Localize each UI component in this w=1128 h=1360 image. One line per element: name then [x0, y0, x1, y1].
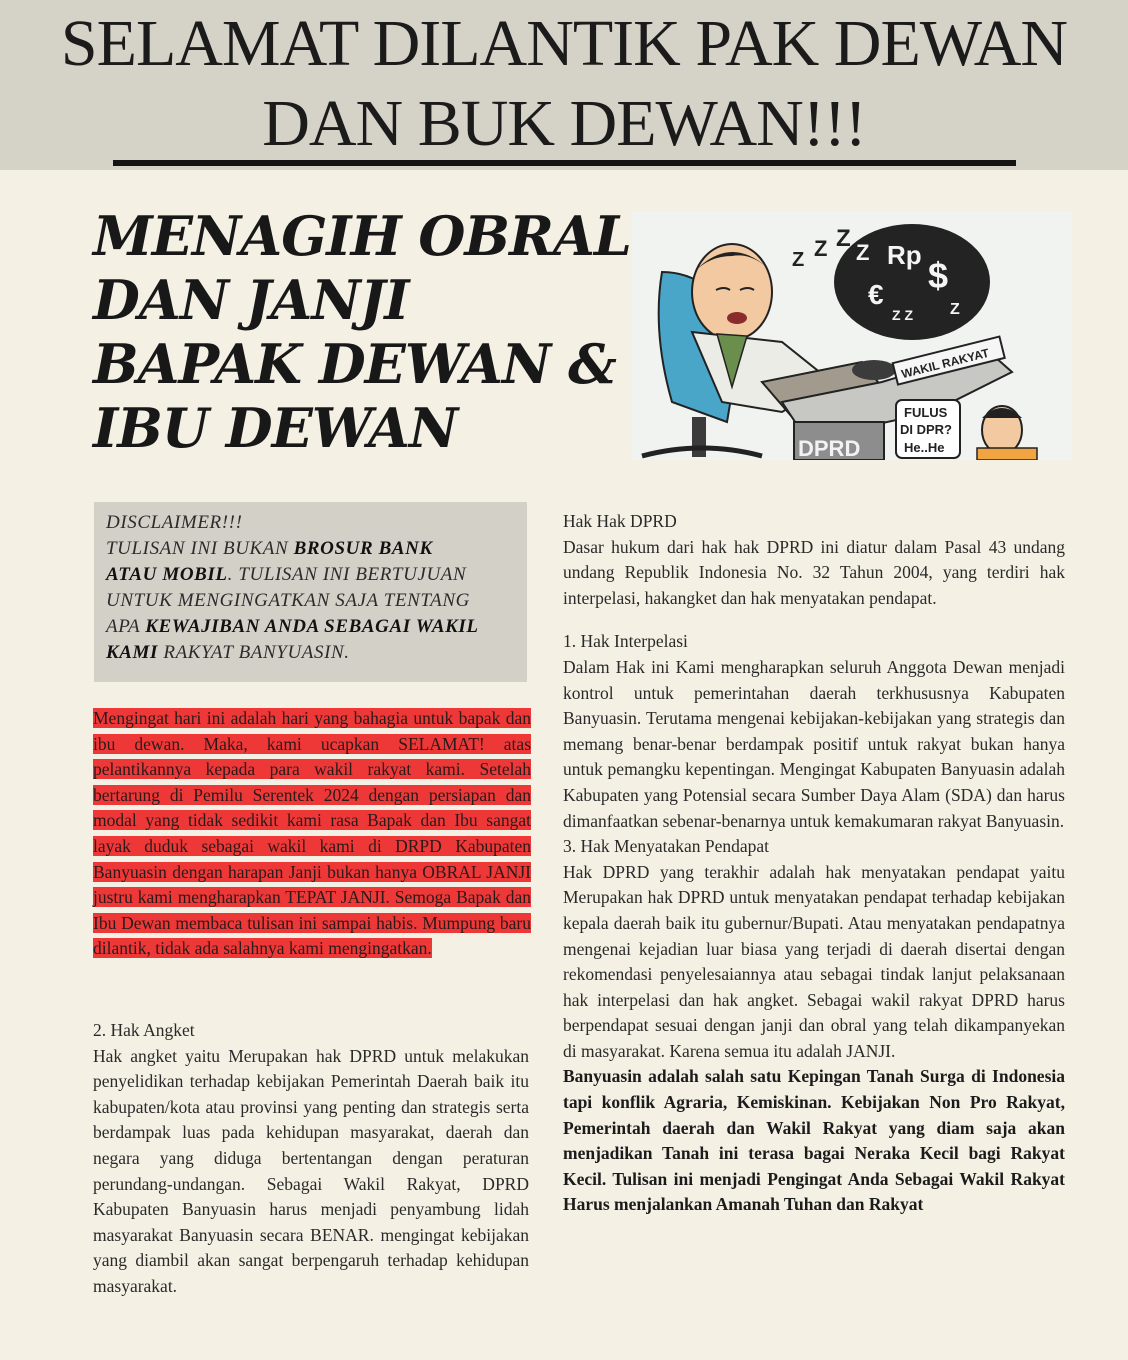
paragraph-spacer — [563, 611, 1065, 629]
svg-text:Z: Z — [950, 301, 960, 318]
disclaimer-line-4: UNTUK MENGINGATKAN SAJA TENTANG — [106, 590, 470, 611]
disclaimer-line-3 — [106, 562, 517, 588]
disclaimer-emphasis: KEWAJIBAN ANDA SEBAGAI WAKIL — [145, 616, 479, 637]
disclaimer-line-6 — [106, 640, 517, 666]
hak-dprd-heading: Hak Hak DPRD — [563, 511, 677, 531]
headline-line-1: MENAGIH OBRAL — [93, 204, 631, 268]
sleeping-dewan-cartoon — [632, 212, 1072, 460]
article-headline — [93, 204, 633, 460]
svg-text:Z Z: Z Z — [892, 307, 913, 323]
left-column — [93, 1018, 529, 1300]
banner-underline — [113, 160, 1016, 166]
hak-angket-heading: 2. Hak Angket — [93, 1020, 195, 1040]
banner-title-line-2: DAN BUK DEWAN!!! — [262, 87, 866, 160]
disclaimer-title: DISCLAIMER!!! — [106, 512, 243, 533]
headline-line-2: DAN JANJI — [93, 268, 409, 332]
headline-line-4: IBU DEWAN — [93, 396, 458, 460]
disclaimer-text: . TULISAN INI BERTUJUAN — [227, 564, 467, 585]
svg-text:Z: Z — [856, 240, 870, 265]
bubble-rp-text: Rp — [887, 240, 922, 270]
hak-menyatakan-pendapat-paragraph: Hak DPRD yang terakhir adalah hak menyatakan pendapat yaitu Merupakan hak DPRD untuk menyatakan pendapat terhadap kebijakan kepala daerah baik itu gubernur/Bupati. Atau menyatakan pendapatnya mengenai kejadian luar biasa yang terjadi di daerah disertai dengan rekomendasi penyelesaiannya atau sebagai tindak lanjut pelaksanaan hak interpelasi dan hak angket. Sebagai wakil rakyat DPRD harus berpendapat sesuai dengan janji dan obral yang telah dikampanyekan di masyarakat. Karena semua itu adalah JANJI. — [563, 861, 1065, 1061]
hak-interpelasi-paragraph: Dalam Hak ini Kami mengharapkan seluruh Anggota Dewan menjadi kontrol untuk pemerintahan daerah terkhususnya Kabupaten Banyuasin. Terutama mengenai kebijakan-kebijakan yang strategis dan memang benar-benar berdampak positif untuk rakyat bukan hanya untuk pemangku kepentingan. Mengingat Kabupaten Banyuasin adalah Kabupaten yang Potensial secara Sumber Daya Alam (SDA) dan harus dimanfaatkan sebenar-benarnya untuk kemakumaran rakyat Banyuasin. — [563, 656, 1065, 831]
svg-text:Z: Z — [792, 249, 805, 271]
disclaimer-text: TULISAN INI BUKAN — [106, 538, 294, 559]
highlighted-intro-paragraph — [93, 706, 531, 962]
desk-label: DPRD — [798, 436, 861, 460]
speech-line-2: DI DPR? — [900, 422, 952, 437]
disclaimer-box — [94, 502, 527, 682]
speech-line-1: FULUS — [904, 405, 948, 420]
title-banner — [0, 0, 1128, 170]
disclaimer-emphasis: ATAU MOBIL — [106, 564, 228, 585]
svg-text:$: $ — [928, 255, 949, 296]
speech-line-3: He..He — [904, 440, 945, 455]
closing-statement: Banyuasin adalah salah satu Kepingan Tanah Surga di Indonesia tapi konflik Agraria, Kemiskinan. Kebijakan Non Pro Rakyat, Pemerintah daerah dan Wakil Rakyat yang diam saja akan menjadikan Tanah ini terasa bagai Neraka Kecil bagi Rakyat Kecil. Tulisan ini menjadi Pengingat Anda Sebagai Wakil Rakyat Harus menjalankan Amanah Tuhan dan Rakyat — [563, 1066, 1065, 1215]
disclaimer-text: APA — [106, 616, 146, 637]
disclaimer-text: RAKYAT BANYUASIN. — [158, 642, 350, 663]
hak-menyatakan-pendapat-heading: 3. Hak Menyatakan Pendapat — [563, 836, 770, 857]
hak-interpelasi-heading: 1. Hak Interpelasi — [563, 631, 688, 652]
hak-angket-paragraph: Hak angket yaitu Merupakan hak DPRD untuk melakukan penyelidikan terhadap kebijakan Pemerintah Daerah baik itu kabupaten/kota atau provinsi yang penting dan strategis serta berdampak luas pada kehidupan masyarakat, daerah dan negara yang diduga bertentangan dengan peraturan perundang-undangan. Sebagai Wakil Rakyat, DPRD Kabupaten Banyuasin harus menjadi penyambung lidah masyarakat Banyuasin secara BENAR. mengingat kebijakan yang diambil akan sangat berpengaruh terhadap kehidupan masyarakat. — [93, 1045, 529, 1296]
disclaimer-line-2 — [106, 536, 517, 562]
disclaimer-emphasis: KAMI — [106, 642, 159, 663]
disclaimer-emphasis: BROSUR BANK — [293, 538, 433, 559]
right-column — [563, 509, 1065, 1218]
banner-title-line-1: SELAMAT DILANTIK PAK DEWAN — [60, 7, 1068, 80]
headline-line-3: BAPAK DEWAN & — [93, 332, 616, 396]
desk-sign-text: WAKIL RAKYAT — [899, 345, 991, 382]
svg-text:Z: Z — [836, 225, 851, 252]
svg-text:Z: Z — [814, 236, 828, 261]
svg-text:€: € — [868, 279, 884, 310]
disclaimer-line-5 — [106, 614, 517, 640]
intro-text: Mengingat hari ini adalah hari yang bahagia untuk bapak dan ibu dewan. Maka, kami ucapkan SELAMAT! atas pelantikannya kepada para wakil rakyat kami. Setelah bertarung di Pemilu Serentek 2024 dengan persiapan dan modal yang tidak sedikit kami rasa Bapak dan Ibu sangat layak duduk sebagai wakil kami di DRPD Kabupaten Banyuasin dengan harapan Janji bukan hanya OBRAL JANJI justru kami mengharapkan TEPAT JANJI. Semoga Bapak dan Ibu Dewan membaca tulisan ini sampai habis. Mumpung baru dilantik, tidak ada salahnya kami mengingatkan. — [93, 708, 531, 959]
hak-dprd-paragraph: Dasar hukum dari hak hak DPRD ini diatur dalam Pasal 43 undang undang Republik Indonesia No. 32 Tahun 2004, yang terdiri hak interpelasi, hakangket dan hak menyatakan pendapat. — [563, 536, 1065, 608]
